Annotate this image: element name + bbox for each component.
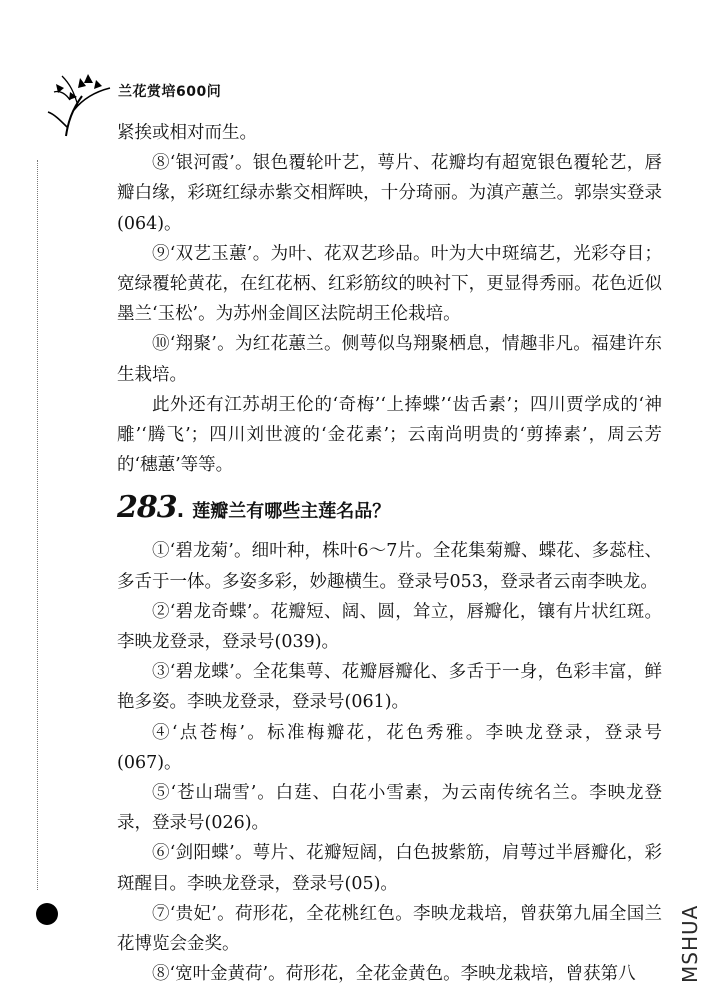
orchid-ink-illustration — [44, 70, 116, 140]
paragraph: ⑦‘贵妃’。荷形花，全花桃红色。李映龙栽培，曾获第九届全国兰花博览会金奖。 — [117, 903, 662, 955]
paragraph: ③‘碧龙蝶’。全花集萼、花瓣唇瓣化、多舌于一身，色彩丰富，鲜艳多姿。李映龙登录，登录号(061)。 — [117, 662, 662, 713]
paragraph: ⑩‘翔聚’。为红花蕙兰。侧萼似鸟翔聚栖息，情趣非凡。福建许东生栽培。 — [117, 334, 662, 385]
book-title-header: 兰花赏培600问 — [118, 84, 222, 100]
paragraph: ⑨‘双艺玉蕙’。为叶、花双艺珍品。叶为大中斑缟艺，光彩夺目；宽绿覆轮黄花，在红花柄、红彩筋纹的映衬下，更显得秀丽。花色近似墨兰‘玉松’。为苏州金阊区法院胡王伦栽培。 — [117, 243, 662, 325]
paragraph: ⑧‘宽叶金黄荷’。荷形花，全花金黄色。李映龙栽培，曾获第八 — [152, 964, 636, 985]
question-number: 283 — [117, 490, 177, 526]
watermark-text: MSHUA — [678, 904, 702, 983]
question-heading — [117, 490, 662, 530]
watermark — [678, 885, 702, 985]
question-number-dot: . — [176, 498, 185, 523]
paragraph: ②‘碧龙奇蝶’。花瓣短、阔、圆，耸立，唇瓣化，镶有片状红斑。李映龙登录，登录号(039)。 — [117, 601, 662, 653]
page-body — [117, 118, 662, 989]
paragraph: ①‘碧龙菊’。细叶种，株叶6～7片。全花集菊瓣、蝶花、多蕊柱、多舌于一体。多姿多彩，妙趣横生。登录号053，登录者云南李映龙。 — [117, 541, 662, 592]
paragraph: ⑥‘剑阳蝶’。萼片、花瓣短阔，白色披紫筋，肩萼过半唇瓣化，彩斑醒目。李映龙登录，登录号(05)。 — [117, 843, 662, 894]
paragraph: ⑧‘银河霞’。银色覆轮叶艺，萼片、花瓣均有超宽银色覆轮艺，唇瓣白缘，彩斑红绿赤紫交相辉映，十分琦丽。为滇产蕙兰。郭崇实登录(064)。 — [117, 153, 662, 234]
question-title: 莲瓣兰有哪些主莲名品？ — [192, 501, 391, 523]
paragraph: 紧挨或相对而生。 — [117, 123, 257, 143]
margin-dotted-line — [37, 160, 38, 890]
paragraph: ④‘点苍梅’。标准梅瓣花，花色秀雅。李映龙登录，登录号(067)。 — [117, 722, 662, 773]
margin-bullet-dot — [36, 903, 58, 925]
paragraph: 此外还有江苏胡王伦的‘奇梅’‘上捧蝶’‘齿舌素’；四川贾学成的‘神雕’‘腾飞’；四川刘世渡的‘金花素’；云南尚明贵的‘剪捧素’，周云芳的‘穗蕙’等等。 — [117, 394, 662, 476]
paragraph: ⑤‘苍山瑞雪’。白莛、白花小雪素，为云南传统名兰。李映龙登录，登录号(026)。 — [117, 783, 662, 834]
